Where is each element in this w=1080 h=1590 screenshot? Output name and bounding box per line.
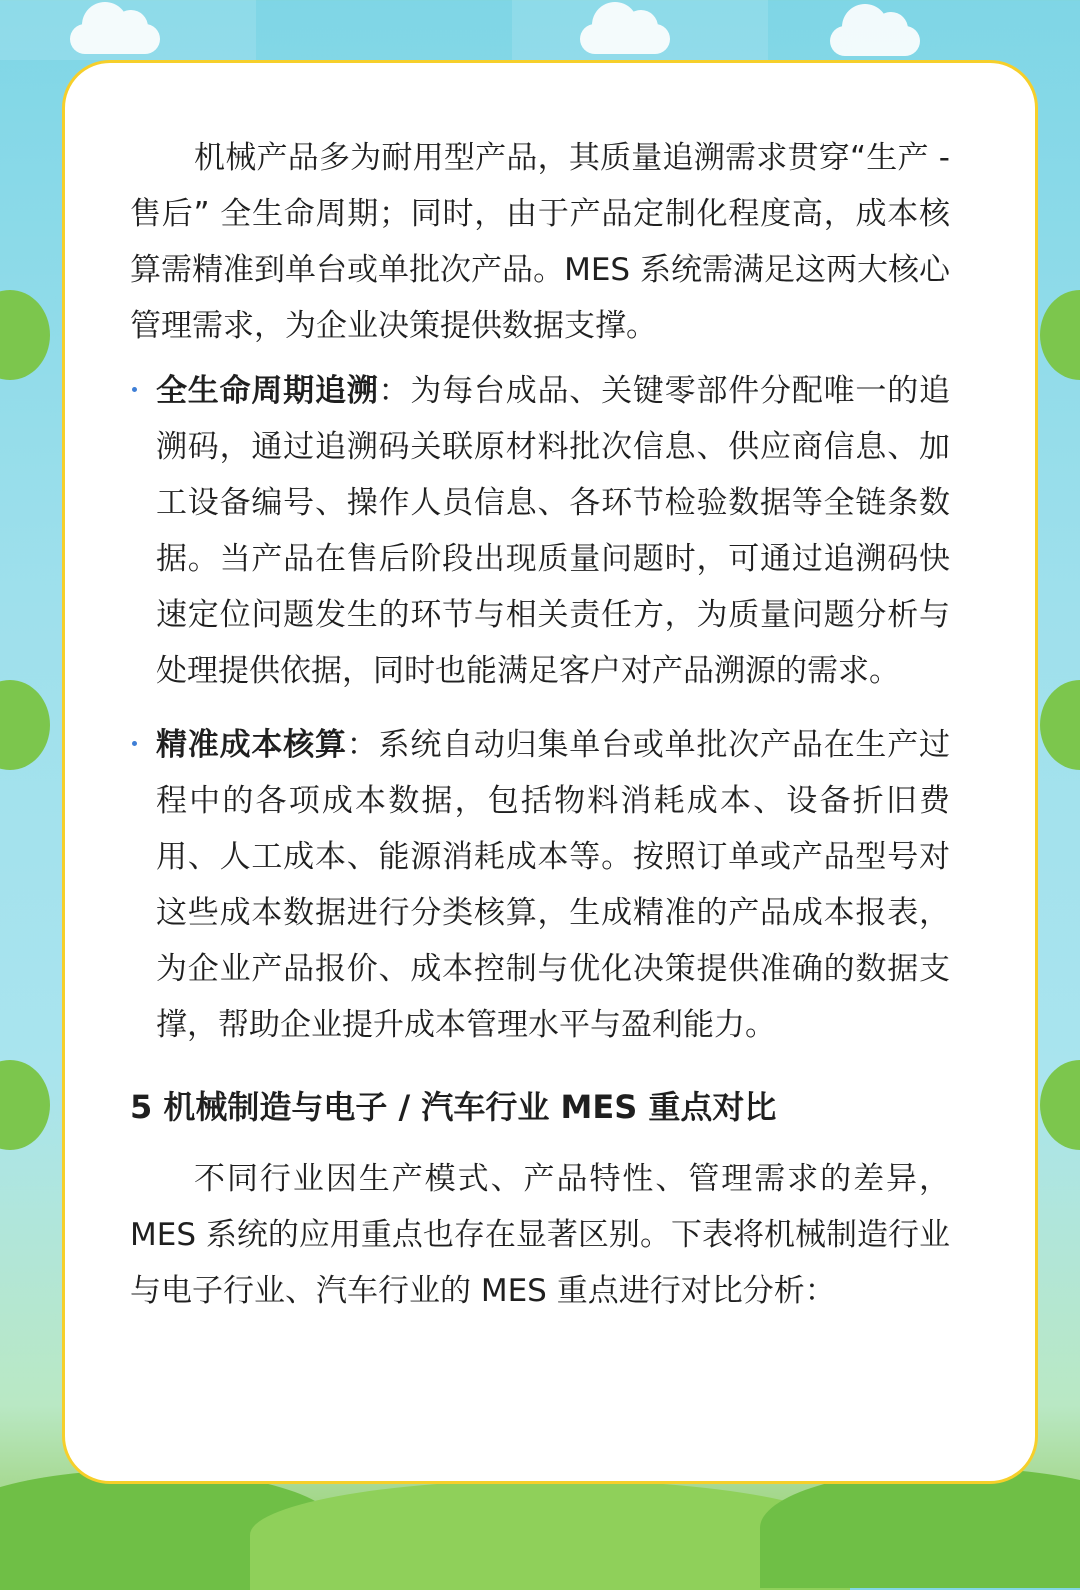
bullet-list — [130, 363, 950, 1053]
cloud-decoration — [830, 26, 920, 56]
hill-decoration — [760, 1468, 1080, 1588]
bullet-title: 精准成本核算 — [156, 727, 347, 763]
document-body — [130, 130, 950, 1319]
bush-decoration — [1040, 290, 1080, 380]
list-item-lifecycle-tracing — [130, 363, 950, 699]
section-paragraph: 不同行业因生产模式、产品特性、管理需求的差异，MES 系统的应用重点也存在显著区别。下表将机械制造行业与电子行业、汽车行业的 MES 重点进行对比分析： — [130, 1161, 950, 1309]
bullet-text: 为每台成品、关键零部件分配唯一的追溯码，通过追溯码关联原材料批次信息、供应商信息、加工设备编号、操作人员信息、各环节检验数据等全链条数据。当产品在售后阶段出现质量问题时，可通过追溯码快速定位问题发生的环节与相关责任方，为质量问题分析与处理提供依据，同时也能满足客户对产品溯源的需求。 — [156, 373, 951, 689]
bullet-dot-icon — [132, 387, 137, 392]
cloud-decoration — [580, 24, 670, 54]
intro-paragraph: 机械产品多为耐用型产品，其质量追溯需求贯穿“生产 - 售后” 全生命周期；同时，由于产品定制化程度高，成本核算需精准到单台或单批次产品。MES 系统需满足这两大核心管理需求，为企业决策提供数据支撑。 — [130, 140, 950, 344]
bullet-separator: ： — [346, 727, 379, 763]
bush-decoration — [0, 680, 50, 770]
bush-decoration — [1040, 680, 1080, 770]
bush-decoration — [1040, 1060, 1080, 1150]
bullet-dot-icon — [132, 741, 137, 746]
bullet-text: 系统自动归集单台或单批次产品在生产过程中的各项成本数据，包括物料消耗成本、设备折旧费用、人工成本、能源消耗成本等。按照订单或产品型号对这些成本数据进行分类核算，生成精准的产品成本报表，为企业产品报价、成本控制与优化决策提供准确的数据支撑，帮助企业提升成本管理水平与盈利能力。 — [156, 727, 951, 1043]
list-item-cost-accounting — [130, 717, 950, 1053]
bush-decoration — [0, 290, 50, 380]
bullet-separator: ： — [378, 373, 411, 409]
bullet-title: 全生命周期追溯 — [156, 373, 379, 409]
bush-decoration — [0, 1060, 50, 1150]
section-heading: 5 机械制造与电子 / 汽车行业 MES 重点对比 — [130, 1088, 777, 1126]
cloud-decoration — [70, 24, 160, 54]
